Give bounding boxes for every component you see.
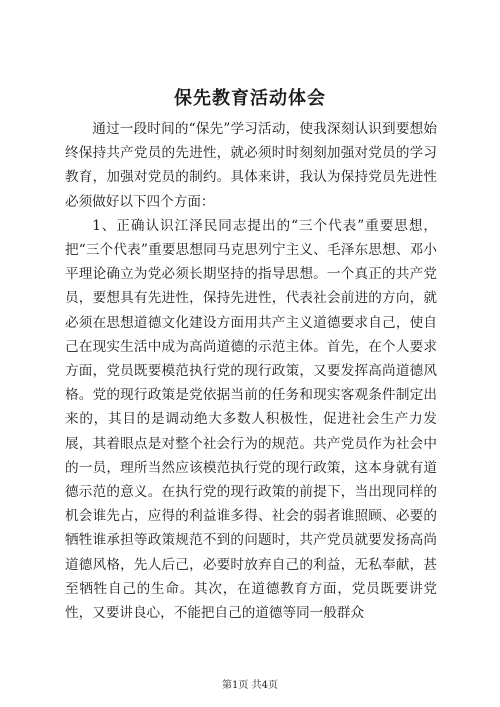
document-body	[65, 117, 437, 625]
paragraph-intro: 通过一段时间的“保先”学习活动，使我深刻认识到要想始终保持共产党员的先进性，就必须时时刻刻加强对党员的学习教育，加强对党员的制约。具体来讲，我认为保持党员先进性必须做好以下四个方面：	[65, 121, 437, 210]
paragraph-point-1: 1、正确认识江泽民同志提出的“三个代表”重要思想，把“三个代表”重要思想同马克思列宁主义、毛泽东思想、邓小平理论确立为党必须长期坚持的指导思想。一个真正的共产党员，要想具有先进性，保持先进性，代表社会前进的方向，就必须在思想道德文化建设方面用共产主义道德要求自己，使自己在现实生活中成为高尚道德的示范主体。首先，在个人要求方面，党员既要模范执行党的现行政策，又要发挥高尚道德风格。党的现行政策是党依据当前的任务和现实客观条件制定出来的，其目的是调动绝大多数人积极性，促进社会生产力发展，其着眼点是对整个社会行为的规范。共产党员作为社会中的一员，理所当然应该模范执行党的现行政策，这本身就有道德示范的意义。在执行党的现行政策的前提下，当出现同样的机会谁先占，应得的利益谁多得、社会的弱者谁照顾、必要的牺牲谁承担等政策规范不到的问题时，共产党员就要发扬高尚道德风格，先人后己，必要时放弃自己的利益，无私奉献，甚至牺牲自己的生命。其次，在道德教育方面，党员既要讲党性，又要讲良心，不能把自己的道德等同一般群众	[65, 217, 437, 622]
page-footer: 第1页 共4页	[222, 680, 278, 691]
document-title: 保先教育活动体会	[174, 88, 326, 109]
